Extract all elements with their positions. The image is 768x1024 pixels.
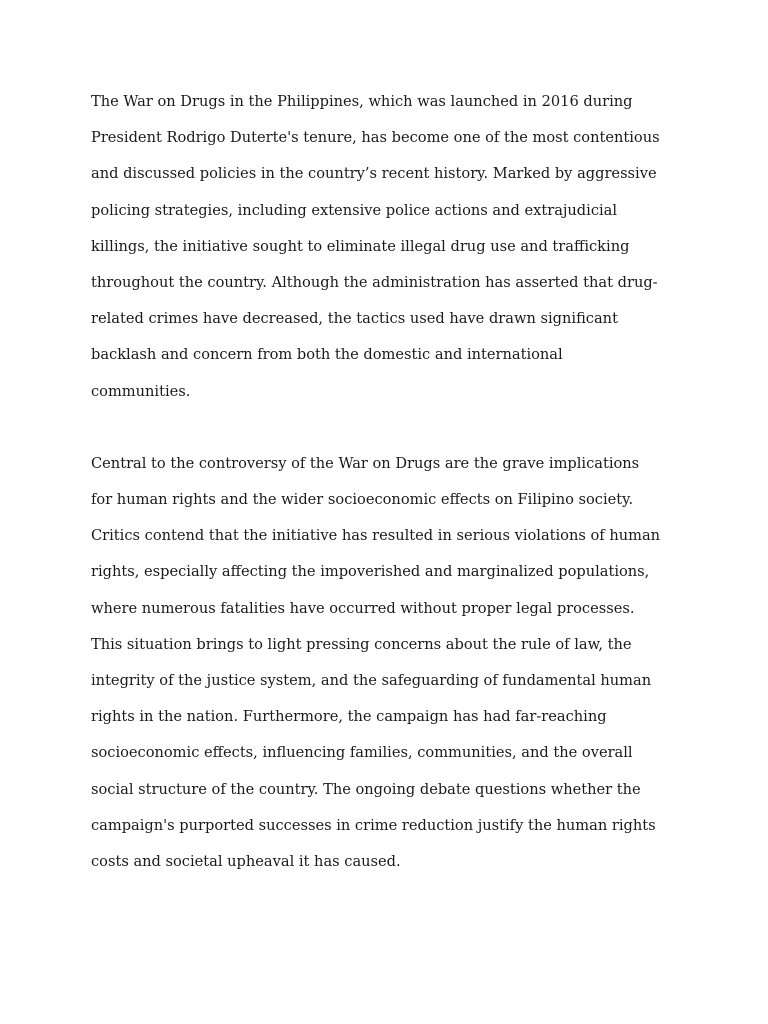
text-line: socioeconomic effects, influencing families, communities, and the overall — [91, 744, 633, 762]
text-line: Critics contend that the initiative has resulted in serious violations of human — [91, 527, 661, 545]
text-line: Central to the controversy of the War on Drugs are the grave implications — [91, 454, 640, 472]
paragraph-spacer — [91, 410, 691, 446]
paragraph-1 — [91, 84, 691, 410]
text-line: where numerous fatalities have occurred without proper legal processes. — [91, 599, 635, 617]
text-line: President Rodrigo Duterte's tenure, has become one of the most contentious — [91, 129, 660, 147]
text-line: integrity of the justice system, and the safeguarding of fundamental human — [91, 672, 652, 689]
text-line: The War on Drugs in the Philippines, which was launched in 2016 during — [91, 93, 633, 110]
document-body — [91, 84, 691, 880]
text-line: communities. — [91, 382, 191, 400]
text-line: related crimes have decreased, the tactics used have drawn significant — [91, 310, 618, 328]
text-line: throughout the country. Although the administration has asserted that drug- — [91, 273, 658, 291]
text-line: This situation brings to light pressing concerns about the rule of law, the — [91, 635, 632, 653]
paragraph-2 — [91, 446, 691, 880]
text-line: and discussed policies in the country’s recent history. Marked by aggressive — [91, 165, 657, 183]
text-line: campaign's purported successes in crime reduction justify the human rights — [91, 816, 656, 834]
text-line: social structure of the country. The ongoing debate questions whether the — [91, 780, 641, 798]
text-line: rights, especially affecting the impoverished and marginalized populations, — [91, 563, 650, 581]
text-line: rights in the nation. Furthermore, the campaign has had far-reaching — [91, 708, 607, 726]
text-line: costs and societal upheaval it has caused. — [91, 852, 401, 870]
text-line: killings, the initiative sought to eliminate illegal drug use and trafficking — [91, 237, 630, 255]
text-line: policing strategies, including extensive police actions and extrajudicial — [91, 201, 618, 219]
text-line: backlash and concern from both the domestic and international — [91, 346, 563, 364]
text-line: for human rights and the wider socioeconomic effects on Filipino society. — [91, 491, 634, 509]
